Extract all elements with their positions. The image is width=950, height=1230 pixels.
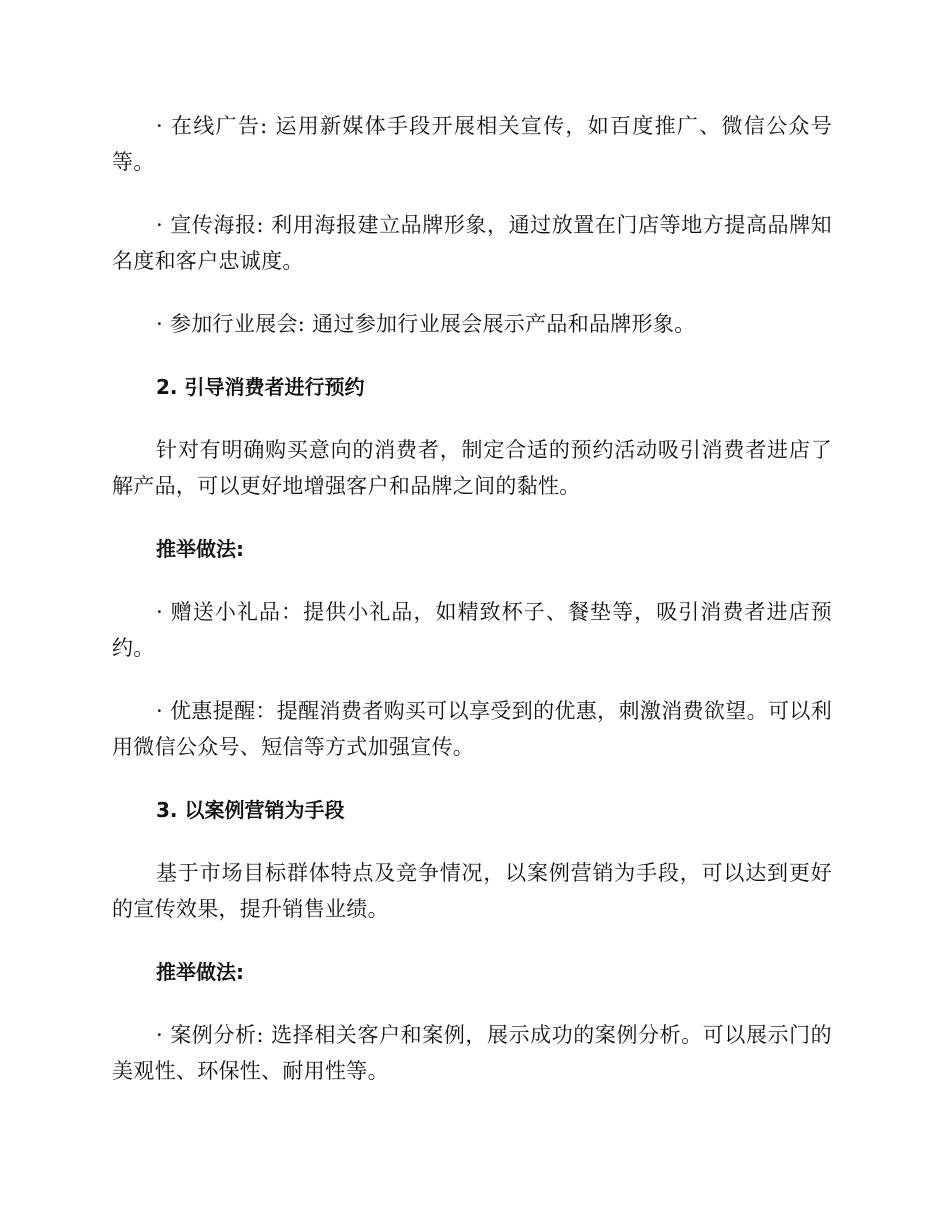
document-page: [112, 108, 832, 1089]
spacer: [112, 504, 832, 531]
bullet-discount-reminder: · 优惠提醒：提醒消费者购买可以享受到的优惠，刺激消费欲望。可以利用微信公众号、短信等方式加强宣传。: [112, 699, 832, 759]
spacer: [112, 180, 832, 207]
paragraph-case-marketing: 基于市场目标群体特点及竞争情况，以案例营销为手段，可以达到更好的宣传效果，提升销售业绩。: [112, 861, 832, 921]
bullet-online-ads: · 在线广告: 运用新媒体手段开展相关宣传，如百度推广、微信公众号等。: [112, 114, 832, 174]
subheading-recommended-2: 推举做法:: [156, 960, 244, 984]
spacer: [112, 342, 832, 369]
spacer: [112, 666, 832, 693]
spacer: [112, 990, 832, 1017]
spacer: [112, 828, 832, 855]
spacer: [112, 567, 832, 594]
section-heading-3: 3. 以案例营销为手段: [156, 798, 345, 822]
spacer: [112, 765, 832, 792]
bullet-trade-shows: · 参加行业展会: 通过参加行业展会展示产品和品牌形象。: [156, 312, 696, 336]
spacer: [112, 927, 832, 954]
bullet-posters: · 宣传海报: 利用海报建立品牌形象，通过放置在门店等地方提高品牌知名度和客户忠诚度。: [112, 213, 832, 273]
spacer: [112, 405, 832, 432]
bullet-small-gifts: · 赠送小礼品：提供小礼品，如精致杯子、餐垫等，吸引消费者进店预约。: [112, 600, 832, 660]
subheading-recommended-1: 推举做法:: [156, 537, 244, 561]
section-heading-2: 2. 引导消费者进行预约: [156, 375, 365, 399]
spacer: [112, 279, 832, 306]
paragraph-appointments: 针对有明确购买意向的消费者，制定合适的预约活动吸引消费者进店了解产品，可以更好地增强客户和品牌之间的黏性。: [112, 438, 832, 498]
bullet-case-analysis: · 案例分析: 选择相关客户和案例，展示成功的案例分析。可以展示门的美观性、环保性、耐用性等。: [112, 1023, 832, 1083]
